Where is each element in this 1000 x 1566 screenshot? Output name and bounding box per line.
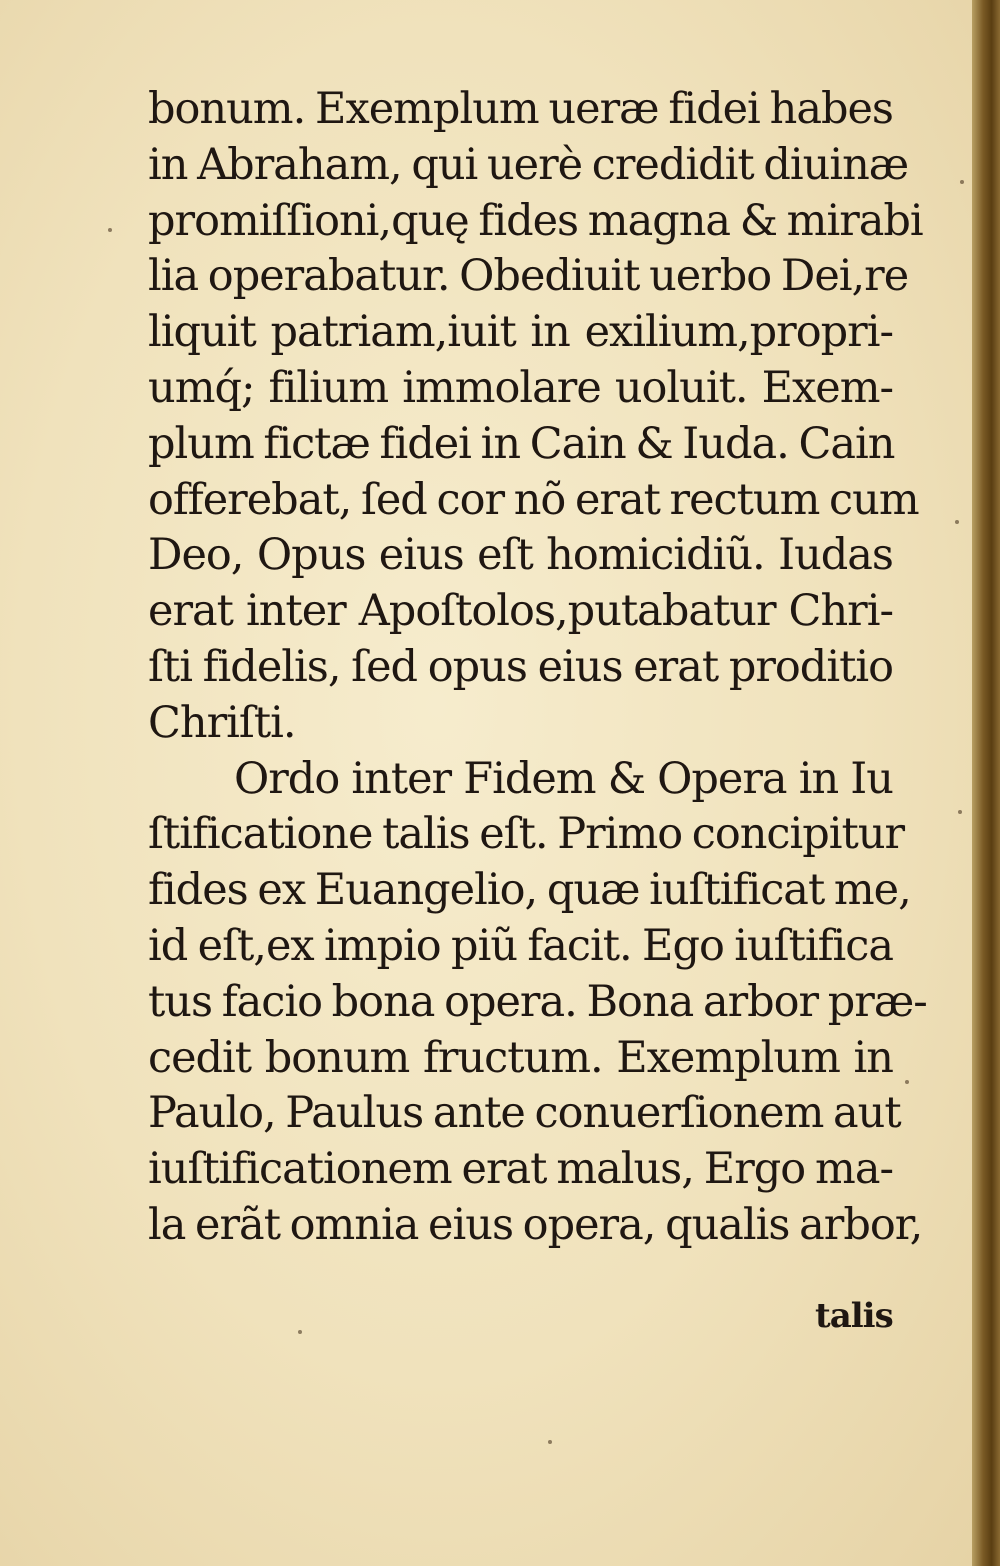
text-line: ſti fidelis, ſed opus eius erat proditio (148, 641, 893, 692)
ink-speck (958, 810, 962, 814)
text-line: la erãt omnia eius opera, qualis arbor, (148, 1199, 923, 1250)
text-line: id eſt,ex impio piũ facit. Ego iuſtifica (148, 920, 893, 971)
text-line: Paulo, Paulus ante conuerſionem aut (148, 1088, 901, 1139)
text-line: bonum. Exemplum ueræ fidei habes (148, 84, 893, 134)
catchword: talis (815, 1296, 893, 1336)
text-line: offerebat, ſed cor nõ erat rectum cum (148, 474, 919, 525)
text-line: Deo, Opus eius eſt homicidiũ. Iudas (148, 530, 893, 581)
text-block (148, 82, 927, 1254)
paragraph-start-line: Ordo inter Fidem & Opera in Iu (234, 753, 893, 804)
text-line: fides ex Euangelio, quæ iuſtificat me, (148, 865, 911, 916)
text-line: promiſſioni,quę fides magna & mirabi (148, 195, 923, 246)
ink-speck (905, 1080, 909, 1084)
page-edge (972, 0, 1000, 1566)
ink-speck (298, 1330, 302, 1334)
text-line: plum fictæ fidei in Cain & Iuda. Cain (148, 418, 895, 469)
text-line: liquit patriam,iuit in exilium,propri- (148, 307, 893, 358)
ink-speck (960, 180, 964, 184)
ink-speck (108, 228, 112, 232)
text-line: tus facio bona opera. Bona arbor præ- (148, 976, 927, 1027)
paragraph-end-line: Chriſti. (148, 697, 296, 748)
text-line: erat inter Apoſtolos,putabatur Chri- (148, 586, 893, 637)
ink-speck (955, 520, 959, 524)
text-line: lia operabatur. Obediuit uerbo Dei,re (148, 251, 909, 302)
text-line: in Abraham, qui uerè credidit diuinæ (148, 139, 909, 190)
text-line: iuſtificationem erat malus, Ergo ma- (148, 1144, 893, 1195)
ink-speck (548, 1440, 552, 1444)
text-line: cedit bonum fructum. Exemplum in (148, 1032, 893, 1083)
text-line: umq́; filium immolare uoluit. Exem- (148, 362, 893, 413)
text-line: ſtificatione talis eſt. Primo concipitur (148, 809, 905, 860)
